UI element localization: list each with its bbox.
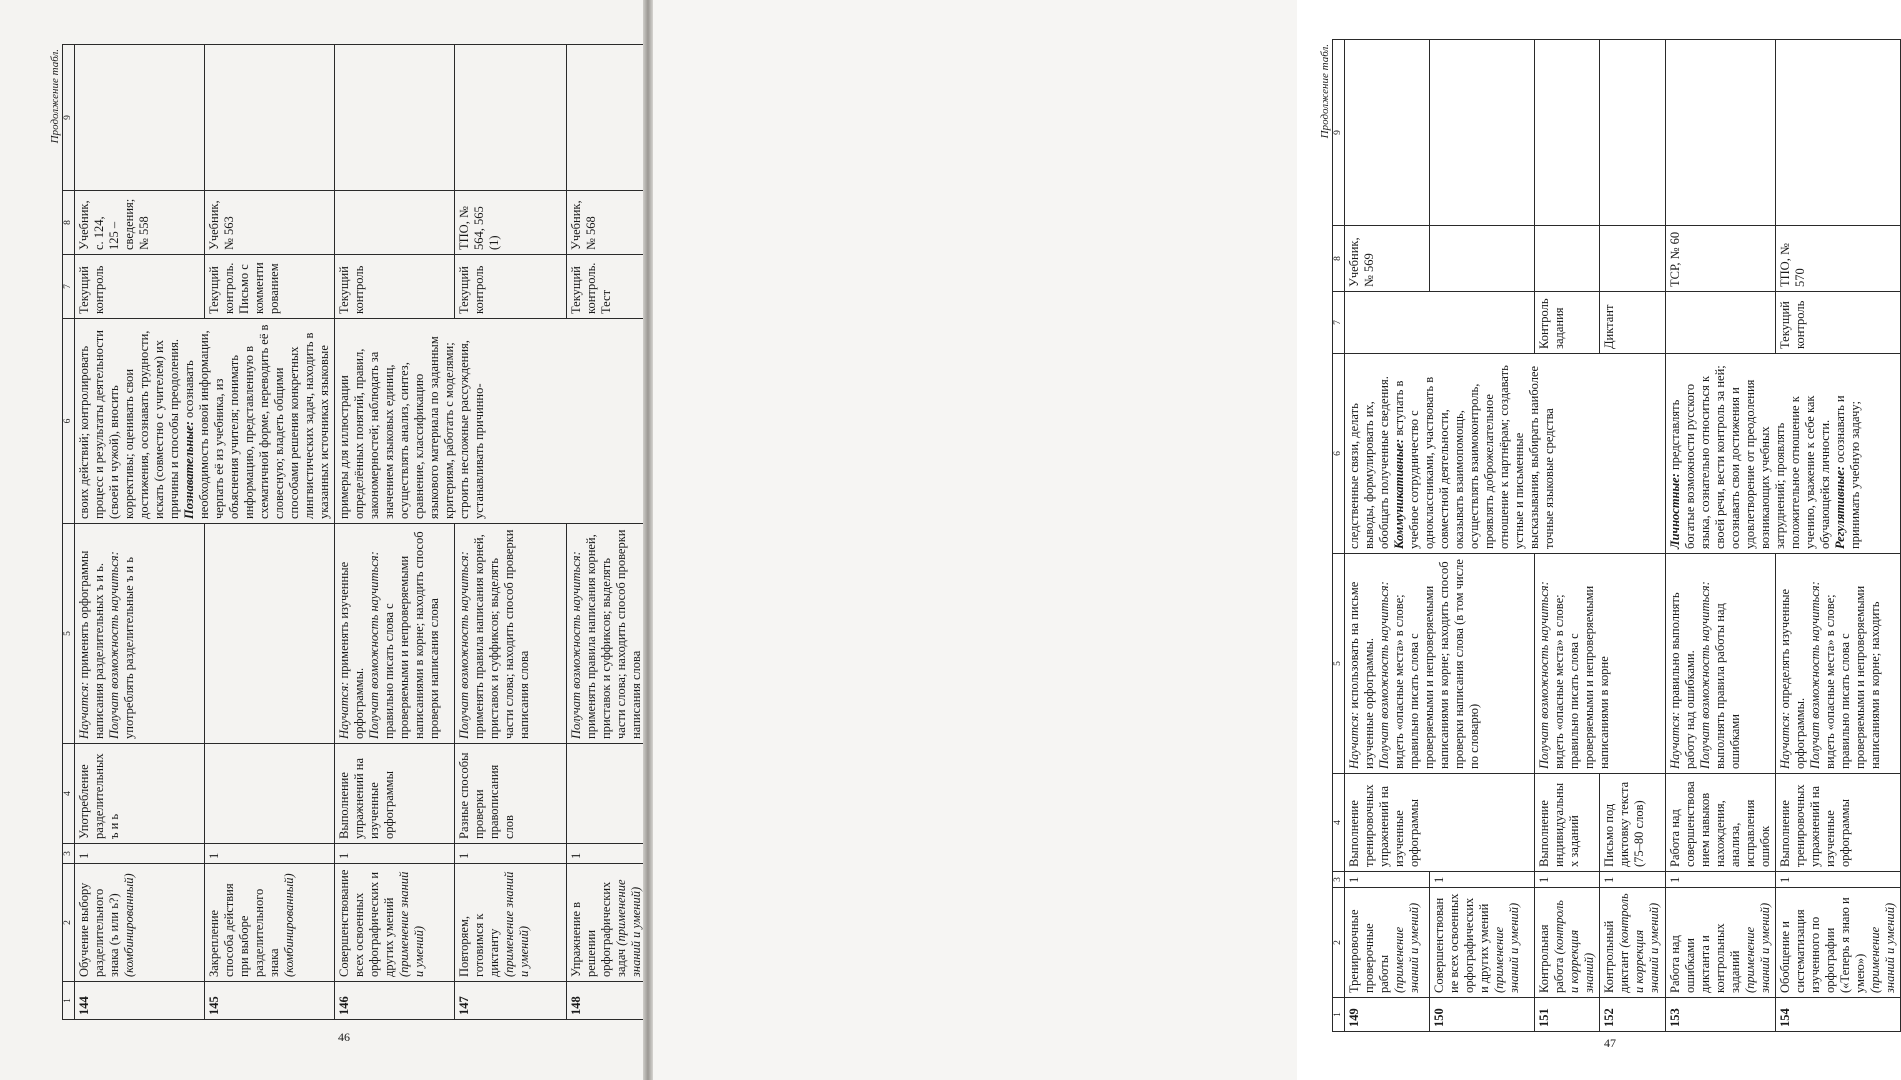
lesson-activity: Выполнение индивидуальных заданий (1535, 774, 1600, 872)
lesson-plan-table (1332, 39, 1901, 1032)
lesson-activity: Письмо под диктовку текста (75–80 слов) (1600, 774, 1666, 872)
column-number: 6 (63, 319, 75, 524)
lesson-hours: 1 (1666, 872, 1776, 888)
lesson-topic: Повторяем, готовимся к диктанту (применение знаний и умений) (455, 864, 567, 982)
column-number: 3 (63, 844, 75, 864)
lesson-topic: Работа над ошибками диктанта и контрольных заданий (применение знаний и умений) (1666, 888, 1776, 998)
lesson-topic: Контрольный диктант (контроль и коррекция знаний и умений) (1600, 888, 1666, 998)
lesson-topic: Совершенствование всех освоенных орфографических и других умений (применение знаний и умений) (335, 864, 455, 982)
learning-outcomes: Научатся: правильно выполнять работу над ошибками. Получат возможность научиться: выполнять правила работы над ошибками (1666, 554, 1776, 774)
resources (1600, 226, 1666, 292)
resources (1430, 226, 1535, 292)
book-gutter (643, 0, 653, 1080)
lesson-hours: 1 (567, 844, 667, 864)
column-number: 4 (63, 744, 75, 844)
extra-cell (1535, 40, 1600, 226)
column-number: 9 (1333, 40, 1345, 226)
page-number: 47 (1604, 1036, 1616, 1050)
lesson-plan-table (62, 44, 667, 1020)
resources: Учебник, № 569 (1345, 226, 1430, 292)
learning-outcomes: Научатся: использовать на письме изученные орфограммы. Получат возможность научиться: видеть «опасные места» в слове; правильно писать слова с проверяемыми и непроверяемыми написаниями в корне; находить способ проверки написания слова (в том числе по словарю) (1345, 554, 1535, 774)
control-type (1666, 292, 1776, 354)
lesson-activity: Выполнение тренировочных упражнений на изученные орфограммы (1776, 774, 1901, 872)
lesson-activity: Употребление разделительных ъ и ь (75, 744, 205, 844)
control-type: Текущий контроль. Письмо с комментированием (205, 255, 335, 319)
lesson-number: 150 (1430, 998, 1535, 1032)
lesson-number: 151 (1535, 998, 1600, 1032)
lesson-activity (205, 744, 335, 844)
column-number: 2 (1333, 888, 1345, 998)
table-row (1666, 40, 1776, 1032)
page-number: 46 (338, 1030, 350, 1044)
resources: ТПО, № 564, 565 (1) (455, 191, 567, 255)
learning-outcomes: Научатся: применять изученные орфограммы. Получат возможность научиться: правильно писать слова с проверяемыми и непроверяемыми написаниями в корне; находить способ проверки написания слова (335, 524, 455, 744)
control-type: Текущий контроль (455, 255, 567, 319)
lesson-hours: 1 (335, 844, 455, 864)
table-row (1345, 40, 1430, 1032)
lesson-activity: Выполнение тренировочных упражнений на изученные орфограммы (1345, 774, 1535, 872)
learning-outcomes: Получат возможность научиться: применять правила написания корней, приставок и суффиксов; выделять части слова; находить способ проверки написания слова (455, 524, 567, 744)
column-number: 8 (1333, 226, 1345, 292)
control-type: Диктант (1600, 292, 1666, 354)
left-page (0, 0, 643, 1080)
column-number: 5 (63, 524, 75, 744)
column-number: 1 (1333, 998, 1345, 1032)
control-type: Текущий контроль (335, 255, 455, 319)
lesson-activity: Работа над совершенствованием навыков нахождения, анализа, исправления ошибок (1666, 774, 1776, 872)
lesson-number: 153 (1666, 998, 1776, 1032)
control-type: Текущий контроль. Тест (567, 255, 667, 319)
column-number: 3 (1333, 872, 1345, 888)
column-number-row (1333, 40, 1345, 1032)
continuation-note: Продолжение табл. (49, 49, 61, 144)
table-row (205, 45, 335, 1020)
lesson-activity: Выполнение упражнений на изученные орфограммы (335, 744, 455, 844)
extra-cell (455, 45, 567, 191)
lesson-hours: 1 (75, 844, 205, 864)
lesson-hours: 1 (1430, 872, 1535, 888)
resources (335, 191, 455, 255)
uud-cell: примеры для иллюстрации определённых понятий, правил, закономерностей; наблюдать за значением языковых единиц, осуществлять анализ, синтез, сравнение, классификацию языкового материала по заданным критериям, работать с моделями; строить несложные рассуждения, устанавливать причинно- (335, 319, 667, 524)
lesson-hours: 1 (1345, 872, 1430, 888)
learning-outcomes: Научатся: определять изученные орфограммы. Получат возможность научиться: видеть «опасные места» в слове; правильно писать слова с проверяемыми и непроверяемыми написаниями в корне; находить (1776, 554, 1901, 774)
lesson-activity: Разные способы проверки правописания слов (455, 744, 567, 844)
lesson-number: 145 (205, 982, 335, 1020)
lesson-hours: 1 (1535, 872, 1600, 888)
lesson-hours: 1 (455, 844, 567, 864)
extra-cell (1776, 40, 1901, 226)
extra-cell (1430, 40, 1535, 226)
lesson-number: 144 (75, 982, 205, 1020)
table-row (75, 45, 205, 1020)
column-number: 4 (1333, 774, 1345, 872)
table-row (335, 45, 455, 1020)
lesson-topic: Упражнение в решении орфографических задач (применение знаний и умений) (567, 864, 667, 982)
extra-cell (1345, 40, 1430, 226)
table-row (455, 45, 567, 1020)
column-number: 9 (63, 45, 75, 191)
column-number: 8 (63, 191, 75, 255)
column-number: 2 (63, 864, 75, 982)
learning-outcomes (205, 524, 335, 744)
control-type: Текущий контроль (1776, 292, 1901, 354)
left-page-content (48, 45, 643, 1020)
lesson-hours: 1 (1776, 872, 1901, 888)
control-type (1345, 292, 1535, 354)
lesson-topic: Совершенствование всех освоенных орфографических и других умений (применение знаний и умений) (1430, 888, 1535, 998)
extra-cell (205, 45, 335, 191)
column-number: 7 (63, 255, 75, 319)
extra-cell (1600, 40, 1666, 226)
right-page-content (1318, 40, 1897, 1032)
lesson-number: 152 (1600, 998, 1666, 1032)
column-number-row (63, 45, 75, 1020)
column-number: 7 (1333, 292, 1345, 354)
column-number: 6 (1333, 354, 1345, 554)
lesson-topic: Контрольная работа (контроль и коррекция знаний) (1535, 888, 1600, 998)
lesson-hours: 1 (1600, 872, 1666, 888)
lesson-hours: 1 (205, 844, 335, 864)
lesson-topic: Тренировочные проверочные работы (применение знаний и умений) (1345, 888, 1430, 998)
column-number: 1 (63, 982, 75, 1020)
extra-cell (335, 45, 455, 191)
resources: Учебник, с. 124, 125 – сведения; № 558 (75, 191, 205, 255)
column-number: 5 (1333, 554, 1345, 774)
lesson-number: 147 (455, 982, 567, 1020)
uud-cell: следственные связи, делать выводы, формулировать их, обобщать полученные сведения. Коммуникативные: вступать в учебное сотрудничество с одноклассниками, участвовать в совместной деятельности, оказывать взаимопомощь, осуществлять взаимоконтроль, проявлять доброжелательное отношение к партнёрам; создавать устные и письменные высказывания, выбирать наиболее точные языковые средства (1345, 354, 1666, 554)
lesson-topic: Обучение выбору разделительного знака (ъ или ь?) (комбинированный) (75, 864, 205, 982)
learning-outcomes: Получат возможность научиться: применять правила написания корней, приставок и суффиксов; выделять части слова; находить способ проверки написания слова (567, 524, 667, 744)
control-type: Текущий контроль (75, 255, 205, 319)
control-type: Контроль задания (1535, 292, 1600, 354)
extra-cell (1666, 40, 1776, 226)
lesson-topic: Обобщение и систематизация изученного по орфографии («Теперь я знаю и умею») (применение знаний и умений) (1776, 888, 1901, 998)
lesson-topic: Закрепление способа действия при выборе разделительного знака (комбинированный) (205, 864, 335, 982)
resources: Учебник, № 563 (205, 191, 335, 255)
lesson-number: 154 (1776, 998, 1901, 1032)
resources: ТСР, № 60 (1666, 226, 1776, 292)
learning-outcomes: Получат возможность научиться: видеть «опасные места» в слове; правильно писать слова с проверяемыми и непроверяемыми написаниями в корне (1535, 554, 1666, 774)
continuation-note: Продолжение табл. (1319, 44, 1331, 139)
learning-outcomes: Научатся: применять орфограммы написания разделительных ъ и ь. Получат возможность научиться: употреблять разделительные ъ и ь (75, 524, 205, 744)
resources: Учебник, № 568 (567, 191, 667, 255)
right-page (653, 0, 1897, 1080)
uud-cell: Личностные: представлять богатые возможности русского языка, сознательно относиться к своей речи, вести контроль за ней; осознавать свои достижения и удовлетворение от преодоления возникающих учебных затруднений; проявлять положительное отношение к учению, уважение к себе как обучающейся личности. Регулятивные: осознавать и принимать учебную задачу; (1666, 354, 1901, 554)
lesson-number: 149 (1345, 998, 1430, 1032)
lesson-number: 146 (335, 982, 455, 1020)
resources: ТПО, № 570 (1776, 226, 1901, 292)
lesson-number: 148 (567, 982, 667, 1020)
uud-cell: своих действий; контролировать процесс и результаты деятельности (своей и чужой), вносить коррективы; оценивать свои достижения, осознавать трудности, искать (совместно с учителем) их причины и способы преодоления. Познавательные: осознавать необходимость новой информации, черпать её из учебника, из объяснения учителя; понимать информацию, представленную в схематичной форме, переводить её в словесную; владеть общими способами решения конкретных лингвистических задач, находить в указанных источниках языковые (75, 319, 335, 524)
extra-cell (75, 45, 205, 191)
resources (1535, 226, 1600, 292)
